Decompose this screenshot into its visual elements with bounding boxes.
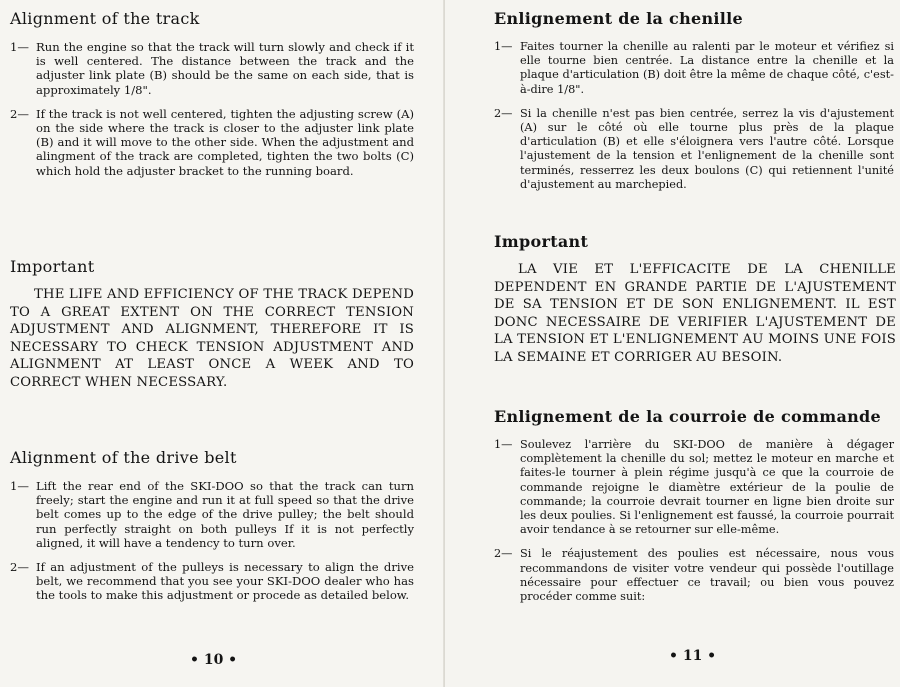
section-heading: Alignment of the track bbox=[10, 9, 200, 28]
item-number: 1— bbox=[494, 438, 513, 451]
item-number: 1— bbox=[494, 40, 513, 53]
item-number: 2— bbox=[10, 560, 29, 575]
list-item bbox=[494, 40, 894, 97]
belt-section-fr bbox=[494, 407, 894, 604]
important-text: LA VIE ET L'EFFICACITE DE LA CHENILLE DEPENDENT EN GRANDE PARTIE DE L'AJUSTEMENT DE SA TENSION ET DE SON ENLIGNEMENT. IL EST DONC NECESSAIRE DE VERIFIER L'AJUSTEMENT DE LA TENSION ET L'ENLIGNEMENT AU MOINS UNE FOIS LA SEMAINE ET CORRIGER AU BESOIN. bbox=[494, 262, 896, 365]
item-text: If an adjustment of the pulleys is necessary to align the drive belt, we recommend that you see your SKI-DOO dealer who has the tools to make this adjustment or procede as detailed below. bbox=[36, 560, 414, 603]
item-number: 2— bbox=[494, 547, 513, 561]
item-text: Run the engine so that the track will turn slowly and check if it is well centered. The distance between the track and the adjuster link plate (B) should be the same on each side, that is approximately 1/8". bbox=[36, 40, 414, 97]
page-number: • 10 • bbox=[190, 652, 238, 668]
item-number: 2— bbox=[494, 106, 513, 120]
left-page bbox=[0, 0, 445, 687]
right-page bbox=[445, 0, 900, 687]
item-text: Si la chenille n'est pas bien centrée, serrez la vis d'ajustement (A) sur le côté où elle tourne plus près de la plaque d'articulation (B) et elle s'éloignera vers l'autre côté. Lorsque l'ajustement de la tension et l'enlignement de la chenille sont terminés, resserrez les deux boulons (C) qui retiennent l'unité d'ajustement au marchepied. bbox=[520, 106, 894, 191]
item-text: Faites tourner la chenille au ralenti par le moteur et vérifiez si elle tourne bien centrée. La distance entre la chenille et la plaque d'articulation (B) doit être la même de chaque côté, c'est-à-dire 1/8". bbox=[520, 40, 894, 96]
list-item bbox=[10, 107, 414, 178]
list-item bbox=[10, 40, 414, 97]
page-number: • 11 • bbox=[669, 648, 717, 664]
belt-section-en bbox=[10, 448, 414, 603]
important-section-fr bbox=[494, 232, 896, 367]
important-section-en bbox=[10, 257, 414, 392]
item-text: Soulevez l'arrière du SKI-DOO de manière à dégager complètement la chenille du sol; mettez le moteur en marche et faites-le tourner à plein régime jusqu'à ce que la courroie de commande rejoigne le diamètre extérieur de la poulie de commande; la courroie devrait tourner en ligne bien droite sur les deux poulies. Si l'enlignement est faussé, la courroie pourrait avoir tendance à se retourner sur elle-même. bbox=[520, 438, 894, 537]
item-text: If the track is not well centered, tighten the adjusting screw (A) on the side where the track is closer to the adjuster link plate (B) and it will move to the other side. When the adjustment and alingment of the track are completed, tighten the two bolts (C) which hold the adjuster bracket to the running board. bbox=[36, 106, 414, 178]
item-text: Si le réajustement des poulies est nécessaire, nous vous recommandons de visiter votre vendeur qui possède l'outillage nécessaire pour effectuer ce travail; ou bien vous pouvez procéder comme suit: bbox=[520, 547, 894, 604]
section-heading: Important bbox=[10, 257, 95, 276]
track-section-en bbox=[10, 9, 414, 178]
list-item bbox=[494, 107, 894, 192]
list-item bbox=[10, 479, 414, 550]
track-section-fr bbox=[494, 9, 894, 192]
section-heading: Enlignement de la chenille bbox=[494, 9, 744, 28]
item-text: Lift the rear end of the SKI-DOO so that the track can turn freely; start the engine and run it at full speed so that the drive belt comes up to the edge of the drive pulley; the belt should run perfectly straight on both pulleys If it is not perfectly aligned, it will have a tendency to turn over. bbox=[36, 479, 414, 550]
item-number: 1— bbox=[10, 479, 29, 493]
section-heading: Alignment of the drive belt bbox=[10, 448, 237, 467]
section-heading: Enlignement de la courroie de commande bbox=[494, 407, 882, 426]
item-number: 1— bbox=[10, 40, 29, 54]
list-item bbox=[10, 560, 414, 603]
section-heading: Important bbox=[494, 232, 589, 251]
item-number: 2— bbox=[10, 106, 29, 121]
list-item bbox=[494, 547, 894, 604]
list-item bbox=[494, 438, 894, 537]
important-text: THE LIFE AND EFFICIENCY OF THE TRACK DEPEND TO A GREAT EXTENT ON THE CORRECT TENSION ADJUSTMENT AND ALIGNMENT, THEREFORE IT IS NECESSARY TO CHECK TENSION ADJUSTMENT AND ALIGNMENT AT LEAST ONCE A WEEK AND TO CORRECT WHEN NECESSARY. bbox=[10, 287, 414, 390]
